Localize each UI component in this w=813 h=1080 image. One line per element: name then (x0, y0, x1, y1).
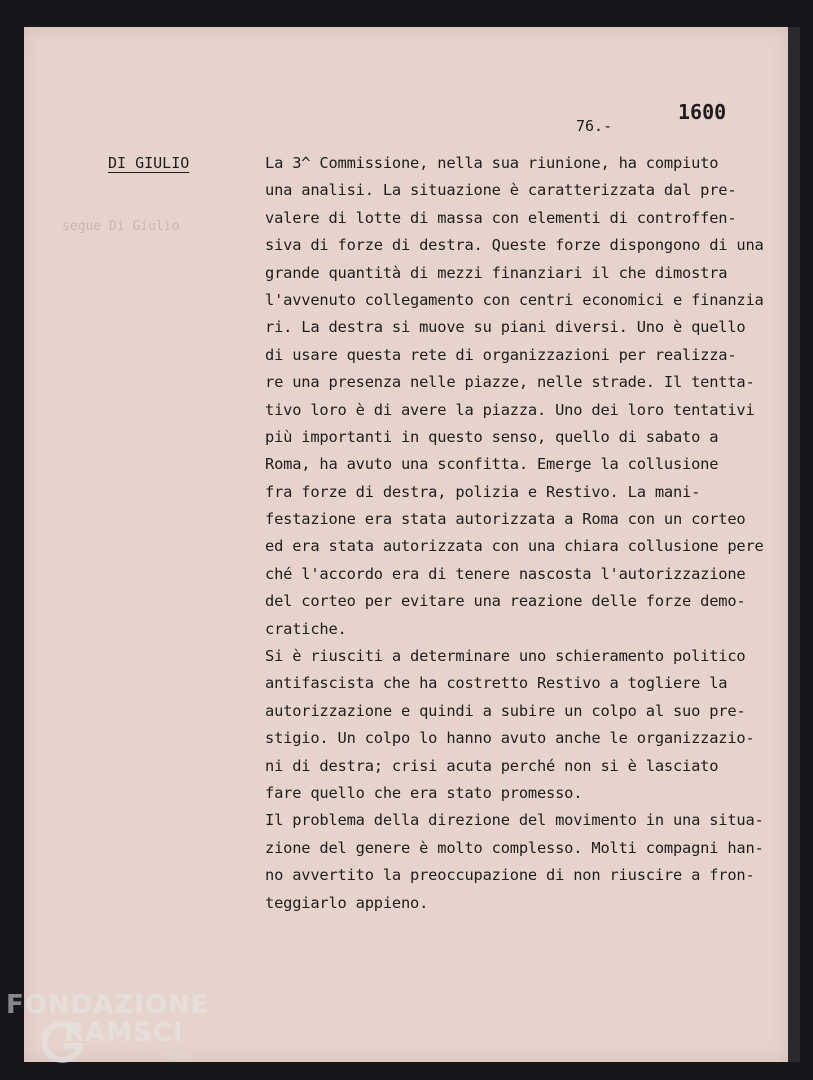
text-line: Roma, ha avuto una sconfitta. Emerge la collusione (265, 455, 719, 474)
text-line: ed era stata autorizzata con una chiara collusione pere (265, 537, 764, 556)
watermark-line2: RAMSCI (64, 1018, 184, 1048)
text-line: La 3^ Commissione, nella sua riunione, ha compiuto (265, 154, 719, 172)
text-line: Il problema della direzione del movimento in una situa- (265, 811, 764, 830)
text-line: no avvertito la preoccupazione di non riuscire a fron- (265, 866, 755, 885)
text-line: Si è riusciti a determinare uno schieramento politico (265, 647, 746, 666)
speech-text (265, 150, 785, 917)
text-line: di usare questa rete di organizzazioni per realizza- (265, 345, 737, 364)
text-line: teggiarlo appieno. (265, 893, 429, 912)
text-line: re una presenza nelle piazze, nelle strade. Il tentta- (265, 373, 755, 392)
text-line: ni di destra; crisi acuta perché non si è lasciato (265, 756, 719, 775)
watermark-onlus: Onlus (166, 1052, 192, 1062)
scan-edge (788, 27, 800, 1062)
text-line: siva di forze di destra. Queste forze dispongono di una (265, 236, 764, 255)
text-line: una analisi. La situazione è caratterizzata dal pre- (265, 181, 737, 200)
text-line: autorizzazione e quindi a subire un colpo al suo pre- (265, 701, 746, 720)
text-line: del corteo per evitare una reazione delle forze demo- (265, 592, 746, 611)
text-line: zione del genere è molto complesso. Molti compagni han- (265, 838, 764, 857)
text-line: grande quantità di mezzi finanziari il che dimostra (265, 263, 728, 282)
text-line: cratiche. (265, 619, 347, 638)
page-number: 76.- (576, 117, 613, 135)
text-line: l'avvenuto collegamento con centri economici e finanzia (265, 290, 764, 309)
fondazione-gramsci-watermark (6, 990, 210, 1070)
text-line: fra forze di destra, polizia e Restivo. La mani- (265, 482, 701, 501)
bleed-through-note: segue Di Giulio (62, 219, 180, 234)
text-line: stigio. Un colpo lo hanno avuto anche le organizzazio- (265, 729, 755, 748)
archive-number: 1600 (678, 100, 727, 124)
text-line: ri. La destra si muove su piani diversi. Uno è quello (265, 318, 746, 337)
watermark-line1: FONDAZIONE (6, 990, 210, 1020)
text-line: festazione era stata autorizzata a Roma con un corteo (265, 510, 746, 529)
speaker-name: DI GIULIO (108, 154, 190, 172)
text-line: antifascista che ha costretto Restivo a togliere la (265, 674, 728, 693)
text-line: più importanti in questo senso, quello di sabato a (265, 427, 719, 446)
text-line: fare quello che era stato promesso. (265, 783, 583, 802)
text-line: tivo loro è di avere la piazza. Uno dei loro tentativi (265, 400, 755, 419)
text-line: valere di lotte di massa con elementi di controffen- (265, 208, 737, 227)
text-line: ché l'accordo era di tenere nascosta l'autorizzazione (265, 564, 746, 583)
